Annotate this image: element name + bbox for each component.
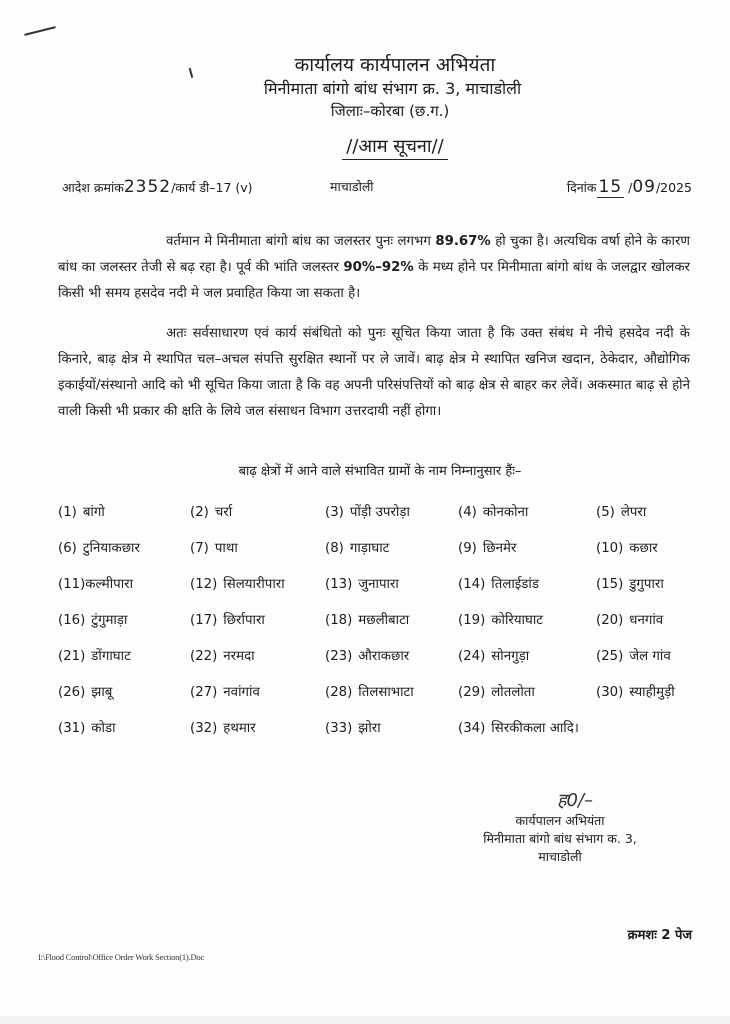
village-number: (19) — [458, 613, 486, 628]
signature: ह0/– — [556, 790, 594, 811]
village-number: (3) — [325, 505, 344, 520]
order-suffix: /कार्य डी–17 (v) — [171, 180, 253, 195]
villages-list — [58, 503, 698, 755]
village-item — [325, 719, 458, 755]
village-item — [190, 539, 325, 575]
order-number: 2352 — [123, 177, 172, 197]
village-item — [190, 611, 325, 647]
notice-title: //आम सूचना// — [342, 136, 447, 160]
village-number: (28) — [325, 685, 353, 700]
village-item — [58, 539, 190, 575]
village-name: सोनगुड़ा — [491, 649, 530, 664]
village-item — [58, 647, 190, 683]
village-name: तिलसाभाटा — [358, 685, 414, 700]
order-label: आदेश क्रमांक — [62, 180, 124, 195]
paragraph-text: के मध्य होने पर मिनीमाता बांगो बांध के जलद्वार खोलकर किसी भी समय हसदेव नदी मे जल प्रवाहित किया जा सकता है। — [58, 260, 690, 301]
pen-mark — [24, 26, 56, 36]
village-name: पाथा — [214, 541, 238, 556]
village-name: जुनापारा — [358, 577, 399, 592]
village-number: (25) — [596, 649, 624, 664]
village-number: (9) — [458, 541, 477, 556]
office-title: कार्यालय कार्यपालन अभियंता — [294, 54, 496, 76]
village-name: नरमदा — [223, 649, 255, 664]
village-item — [58, 683, 190, 719]
file-path: I:\Flood Control\Office Order Work Section(1).Doc — [38, 952, 205, 962]
villages-intro: बाढ़ क्षेत्रों में आने वाले संभावित ग्रामों के नाम निम्नानुसार हैंः– — [238, 464, 522, 479]
village-name: छिनमेर — [482, 541, 517, 556]
village-name: बांगो — [82, 505, 105, 520]
paragraph-water-level — [58, 229, 690, 307]
issue-place: माचाडोली — [330, 179, 374, 194]
village-number: (2) — [190, 505, 209, 520]
village-number: (6) — [58, 541, 77, 556]
village-name: छिर्रापारा — [223, 613, 265, 628]
village-number: (23) — [325, 649, 353, 664]
village-number: (17) — [190, 613, 218, 628]
paragraph-text: अतः सर्वसाधारण एवं कार्य संबंधितो को पुनः सूचित किया जाता है कि उक्त संबंध मे नीचे हसदेव नदी के किनारे, बाढ़ क्षेत्र मे स्थापित चल–अचल संपत्ति सुरक्षित स्थानों पर ले जावें। बाढ़ क्षेत्र मे स्थापित खनिज खदान, ठेकेदार, औद्योगिक इकाईयों/संस्थानो आदि को भी सूचित किया जाता है कि वह अपनी परिसंपत्तियों को बाढ़ क्षेत्र से बाहर कर लेवें। अकस्मात बाढ़ से होने वाली किसी भी प्रकार की क्षति के लिये जल संसाधन विभाग उत्तरदायी नहीं होगा। — [58, 326, 690, 419]
village-number: (5) — [596, 505, 615, 520]
village-item — [458, 683, 596, 719]
village-number: (31) — [58, 721, 86, 736]
village-item — [458, 719, 696, 755]
village-number: (24) — [458, 649, 486, 664]
village-name: लेपरा — [620, 505, 647, 520]
village-number: (32) — [190, 721, 218, 736]
village-number: (29) — [458, 685, 486, 700]
village-number: (20) — [596, 613, 624, 628]
village-name: मछलीबाटा — [358, 613, 410, 628]
village-item — [596, 647, 696, 683]
village-item — [58, 611, 190, 647]
order-reference — [62, 177, 253, 198]
village-name: औराकछार — [358, 649, 410, 664]
village-name: डुगुपारा — [629, 577, 664, 592]
village-number: (14) — [458, 577, 486, 592]
village-item — [325, 611, 458, 647]
village-item — [596, 575, 696, 611]
village-name: धनगांव — [629, 613, 664, 628]
village-number: (7) — [190, 541, 209, 556]
village-name: पोंड़ी उपरोड़ा — [349, 505, 410, 520]
village-item — [596, 503, 696, 539]
village-name: गाड़ाघाट — [349, 541, 390, 556]
village-number: (30) — [596, 685, 624, 700]
village-name: झाबू — [91, 685, 113, 700]
continued-note: क्रमशः 2 पेज — [627, 928, 692, 943]
village-name: टुंगुमाड़ा — [91, 613, 128, 628]
village-item — [458, 611, 596, 647]
signatory-division: मिनीमाता बांगो बांध संभाग क. 3, — [483, 831, 637, 846]
village-item — [596, 611, 696, 647]
village-name: हथमार — [223, 721, 256, 736]
village-item — [190, 647, 325, 683]
signature-block — [430, 790, 690, 866]
village-number: (13) — [325, 577, 353, 592]
village-name: चर्रा — [214, 505, 233, 520]
water-level-range: 90%–92% — [343, 260, 414, 275]
village-name: डोंगाघाट — [91, 649, 131, 664]
village-name: कल्मीपारा — [85, 577, 134, 592]
village-item — [325, 647, 458, 683]
village-number: (4) — [458, 505, 477, 520]
village-number: (16) — [58, 613, 86, 628]
village-number: (15) — [596, 577, 624, 592]
issue-date: दिनांक 15 /09/2025 — [566, 177, 692, 197]
village-name: कोडा — [91, 721, 116, 736]
village-name: लोतलोता — [491, 685, 535, 700]
village-item — [190, 683, 325, 719]
village-name: कोरियाघाट — [491, 613, 543, 628]
village-name: झोरा — [358, 721, 381, 736]
village-item — [58, 719, 190, 755]
village-number: (12) — [190, 577, 218, 592]
village-name: कोनकोना — [482, 505, 529, 520]
village-item — [325, 683, 458, 719]
district-name: जिलाः–कोरबा (छ.ग.) — [330, 102, 450, 120]
water-level-value: 89.67% — [435, 234, 491, 249]
village-number: (22) — [190, 649, 218, 664]
village-name: नवांगांव — [223, 685, 260, 700]
village-item — [325, 575, 458, 611]
date-label: दिनांक — [566, 180, 597, 195]
village-number: (21) — [58, 649, 86, 664]
village-item — [596, 539, 696, 575]
village-name: स्याहीमुड़ी — [629, 685, 675, 700]
village-name: सिरकीकला आदि। — [491, 721, 579, 736]
village-name: सिलयारीपारा — [223, 577, 285, 592]
division-name: मिनीमाता बांगो बांध संभाग क्र. 3, माचाडोली — [263, 79, 522, 98]
village-number: (33) — [325, 721, 353, 736]
village-item — [190, 719, 325, 755]
village-name: जेल गांव — [629, 649, 671, 664]
village-number: (8) — [325, 541, 344, 556]
paragraph-advisory — [58, 321, 690, 425]
village-item — [190, 503, 325, 539]
village-item — [58, 575, 190, 611]
signatory-place: माचाडोली — [538, 849, 582, 864]
village-item — [596, 683, 696, 719]
village-item — [458, 503, 596, 539]
date-year: /2025 — [655, 180, 692, 195]
date-day: 15 — [598, 177, 623, 197]
village-number: (1) — [58, 505, 77, 520]
village-name: तिलाईडांड — [491, 577, 539, 592]
village-item — [458, 647, 596, 683]
village-number: (26) — [58, 685, 86, 700]
village-item — [458, 575, 596, 611]
village-item — [325, 503, 458, 539]
village-number: (27) — [190, 685, 218, 700]
village-number: (34) — [458, 721, 486, 736]
village-item — [58, 503, 190, 539]
village-number: (10) — [596, 541, 624, 556]
signatory-designation: कार्यपालन अभियंता — [515, 813, 605, 828]
paragraph-text: वर्तमान मे मिनीमाता बांगो बांध का जलस्तर पुनः लगभग — [166, 234, 436, 249]
village-number: (18) — [325, 613, 353, 628]
village-name: कछार — [629, 541, 658, 556]
village-item — [190, 575, 325, 611]
village-item — [325, 539, 458, 575]
village-name: टुनियाकछार — [82, 541, 140, 556]
letterhead — [0, 52, 730, 160]
village-number: (11) — [58, 577, 86, 592]
paragraph-text: हो चुका है। अत्यधिक वर्षा होने के कारण बांध का जलस्तर तेजी से बढ़ रहा है। पूर्व की भांति जलस्तर — [58, 234, 690, 275]
date-month: 09 — [632, 177, 656, 197]
village-item — [458, 539, 596, 575]
